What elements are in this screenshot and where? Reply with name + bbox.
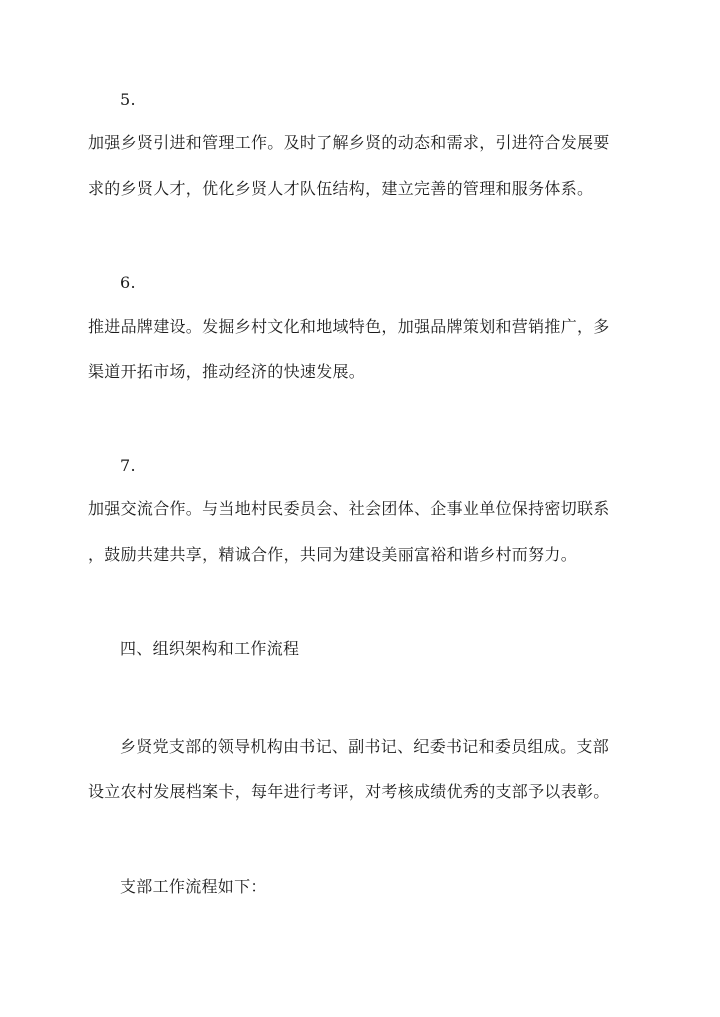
item-number: 7. [120, 456, 136, 475]
item-number: 6. [120, 273, 136, 292]
paragraph-line: 乡贤党支部的领导机构由书记、副书记、纪委书记和委员组成。支部 [120, 737, 610, 756]
paragraph-line: 设立农村发展档案卡，每年进行考评，对考核成绩优秀的支部予以表彰。 [88, 782, 610, 801]
item-text-line: 加强交流合作。与当地村民委员会、社会团体、企事业单位保持密切联系 [88, 499, 610, 518]
item-text-line: 求的乡贤人才，优化乡贤人才队伍结构，建立完善的管理和服务体系。 [88, 179, 594, 198]
flow-intro: 支部工作流程如下： [120, 877, 267, 896]
item-text-line: 推进品牌建设。发掘乡村文化和地域特色，加强品牌策划和营销推广，多 [88, 317, 610, 336]
section-heading: 四、组织架构和工作流程 [120, 639, 300, 658]
item-text-line: 渠道开拓市场，推动经济的快速发展。 [88, 362, 366, 381]
item-text-line: 加强乡贤引进和管理工作。及时了解乡贤的动态和需求，引进符合发展要 [88, 133, 610, 152]
item-text-line: ，鼓励共建共享，精诚合作，共同为建设美丽富裕和谐乡村而努力。 [88, 545, 578, 564]
item-number: 5. [120, 90, 136, 109]
